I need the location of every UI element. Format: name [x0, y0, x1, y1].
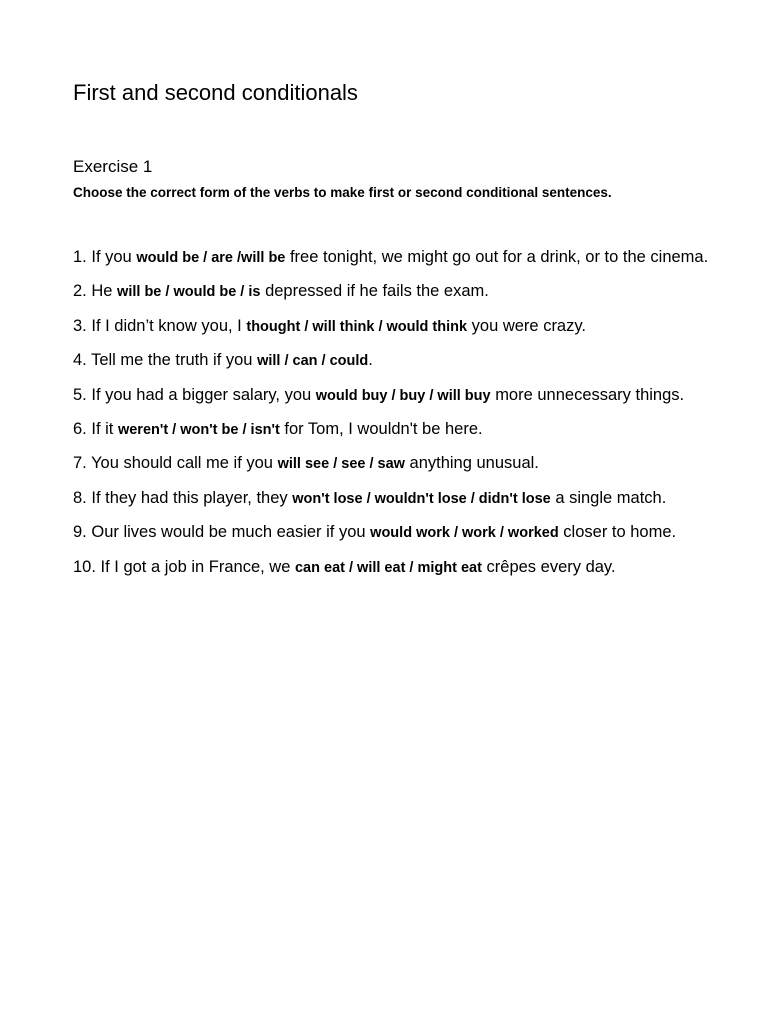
item-text-after: crêpes every day.	[486, 557, 616, 576]
exercise-instructions: Choose the correct form of the verbs to make first or second conditional sentences.	[73, 185, 612, 200]
item-choices: weren't / won't be / isn't	[117, 421, 280, 438]
item-number: 10.	[73, 557, 96, 576]
item-number: 6.	[73, 419, 87, 438]
exercise-item	[73, 556, 708, 590]
exercise-list	[73, 246, 708, 590]
item-choices: would be / are /will be	[136, 250, 286, 266]
item-choices: will see / see / saw	[277, 456, 405, 473]
item-choices: would work / work / worked	[370, 525, 559, 542]
item-text-after: depressed if he fails the exam.	[265, 282, 489, 301]
item-number: 2.	[73, 282, 87, 301]
exercise-item	[73, 487, 708, 521]
item-choices: can eat / will eat / might eat	[294, 559, 482, 576]
item-number: 7.	[73, 454, 87, 473]
item-text-before: You should call me if you	[91, 454, 273, 473]
item-number: 3.	[73, 316, 87, 335]
item-text-after: anything unusual.	[409, 454, 539, 473]
exercise-item	[73, 280, 708, 314]
exercise-item	[73, 418, 708, 452]
exercise-item	[73, 349, 708, 383]
exercise-item	[73, 246, 708, 280]
item-text-after: free tonight, we might go out for a drink, or to the cinema.	[289, 248, 709, 266]
item-number: 8.	[73, 488, 87, 507]
item-text-after: closer to home.	[563, 523, 677, 542]
item-text-before: If they had this player, they	[91, 488, 288, 507]
document-title: First and second conditionals	[73, 80, 358, 105]
item-text-after: more unnecessary things.	[495, 385, 685, 404]
item-text-before: If you	[91, 248, 132, 266]
item-text-before: Tell me the truth if you	[91, 351, 253, 370]
item-number: 1.	[73, 248, 87, 266]
item-number: 5.	[73, 385, 87, 404]
item-text-before: If I got a job in France, we	[100, 557, 291, 576]
item-number: 9.	[73, 523, 87, 542]
item-text-before: Our lives would be much easier if you	[91, 523, 366, 542]
item-text-after: .	[368, 351, 373, 370]
item-choices: will be / would be / is	[117, 284, 261, 301]
item-text-after: a single match.	[555, 488, 667, 507]
item-text-after: for Tom, I wouldn't be here.	[284, 419, 483, 438]
item-choices: thought / will think / would think	[246, 318, 468, 335]
exercise-item	[73, 452, 708, 486]
item-text-before: If it	[91, 419, 114, 438]
item-choices: would buy / buy / will buy	[315, 387, 491, 404]
item-text-before: He	[91, 282, 113, 301]
exercise-item	[73, 521, 708, 555]
item-choices: won't lose / wouldn't lose / didn't lose	[292, 490, 551, 507]
item-text-after: you were crazy.	[471, 316, 586, 335]
item-choices: will / can / could	[257, 353, 369, 370]
item-number: 4.	[73, 351, 87, 370]
item-text-before: If I didn’t know you, I	[91, 316, 242, 335]
exercise-item	[73, 384, 708, 418]
exercise-heading: Exercise 1	[73, 157, 153, 176]
exercise-item	[73, 315, 708, 349]
item-text-before: If you had a bigger salary, you	[91, 385, 312, 404]
